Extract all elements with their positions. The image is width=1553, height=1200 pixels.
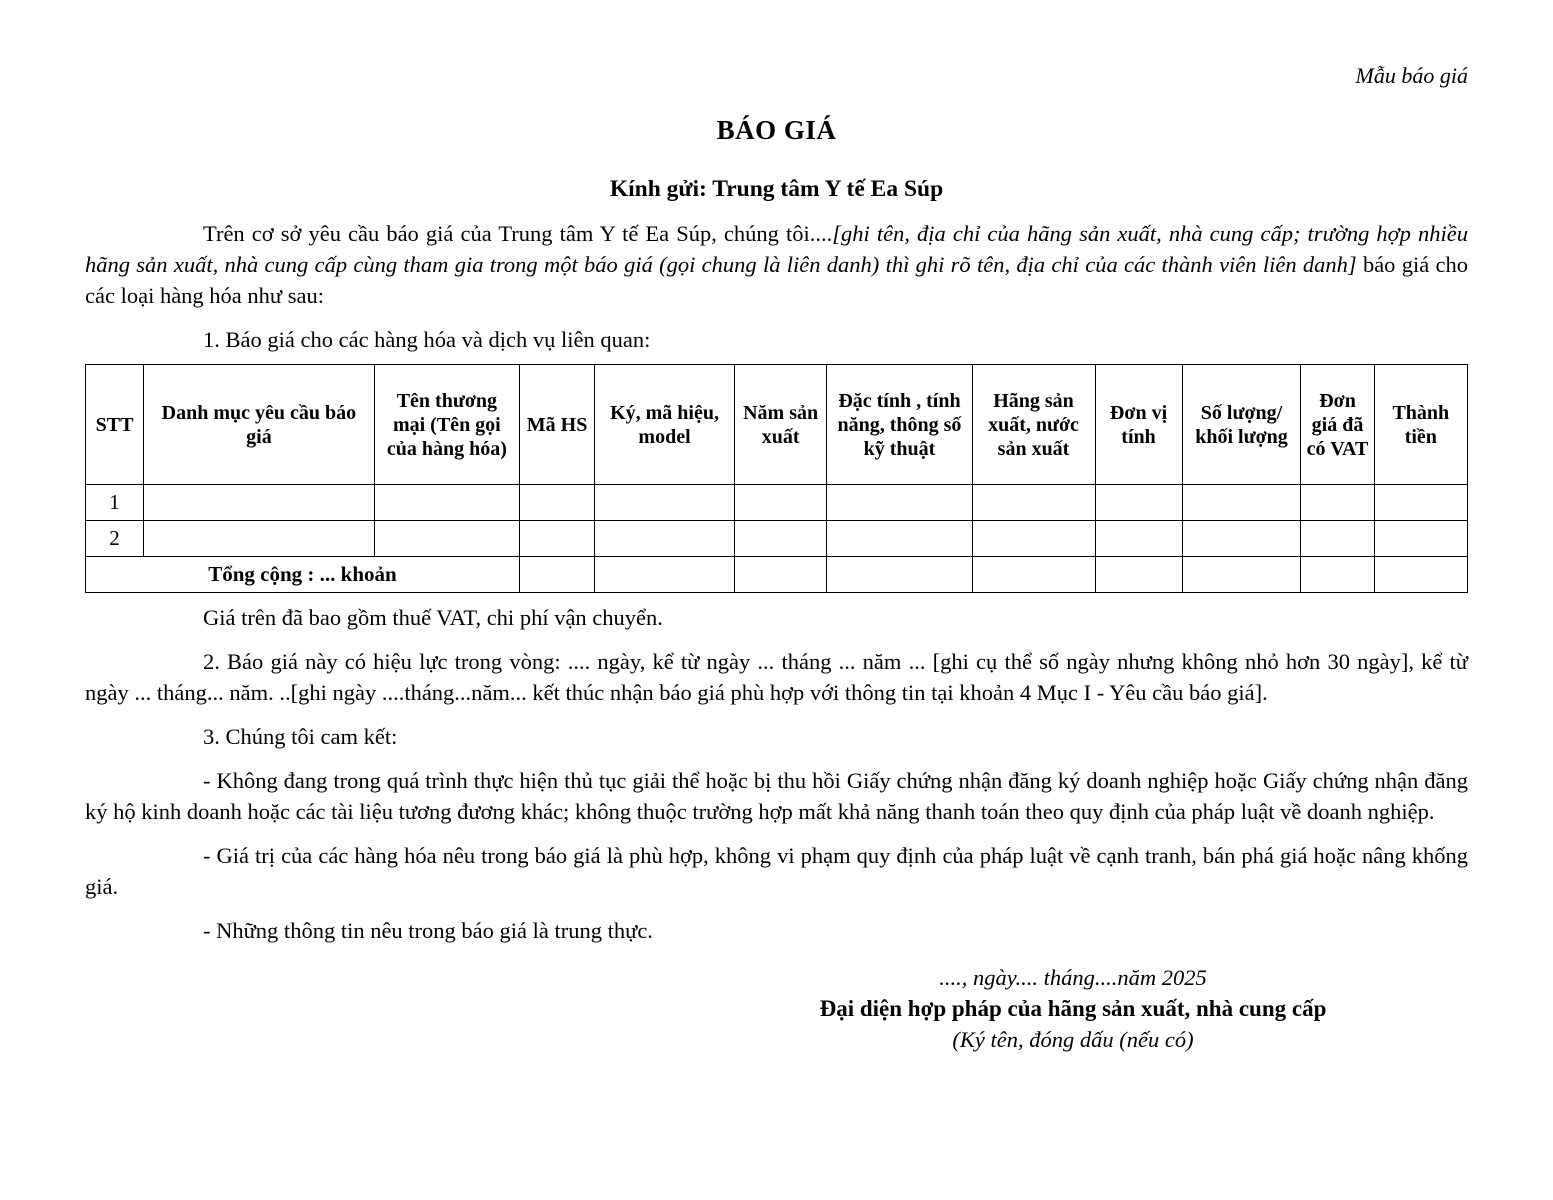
table-cell-empty	[972, 521, 1095, 557]
row-index-cell: 1	[86, 485, 144, 521]
row-index-cell: 2	[86, 521, 144, 557]
table-cell-empty	[144, 485, 375, 521]
table-cell-empty	[972, 557, 1095, 593]
table-cell-empty	[1095, 521, 1182, 557]
signature-date-line: ...., ngày.... tháng....năm 2025	[939, 965, 1207, 990]
table-row	[86, 521, 1468, 557]
table-cell-empty	[519, 485, 594, 521]
table-cell-empty	[1301, 557, 1374, 593]
table-cell-empty	[519, 521, 594, 557]
table-cell-empty	[595, 485, 735, 521]
form-type-label: Mẫu báo giá	[1355, 63, 1468, 88]
col-header-ten-thuong-mai: Tên thương mại (Tên gọi của hàng hóa)	[374, 365, 519, 485]
col-header-ky-ma-hieu: Ký, mã hiệu, model	[595, 365, 735, 485]
table-cell-empty	[827, 557, 972, 593]
table-cell-empty	[734, 521, 827, 557]
table-total-row	[86, 557, 1468, 593]
table-cell-empty	[1182, 485, 1301, 521]
table-cell-empty	[734, 557, 827, 593]
intro-paragraph	[85, 218, 1468, 311]
total-label-cell: Tổng cộng : ... khoản	[86, 557, 520, 593]
col-header-thanh-tien: Thành tiền	[1374, 365, 1467, 485]
signature-signer-title: Đại diện hợp pháp của hãng sản xuất, nhà cung cấp	[819, 996, 1327, 1021]
col-header-stt: STT	[86, 365, 144, 485]
col-header-nam-san-xuat: Năm sản xuất	[734, 365, 827, 485]
col-header-so-luong: Số lượng/ khối lượng	[1182, 365, 1301, 485]
col-header-don-gia-vat: Đơn giá đã có VAT	[1301, 365, 1374, 485]
signature-block	[678, 962, 1468, 1055]
section2-paragraph: 2. Báo giá này có hiệu lực trong vòng: .... ngày, kể từ ngày ... tháng ... năm ... [ghi cụ thể số ngày nhưng không nhỏ hơn 30 ngày], kể từ ngày ... tháng... năm. ..[ghi ngày ....tháng...năm... kết thúc nhận báo giá phù hợp với thông tin tại khoản 4 Mục I - Yêu cầu báo giá].	[85, 649, 1468, 705]
intro-bracket-guidance: [ghi tên, địa chỉ của hãng sản xuất, nhà cung cấp; trường hợp nhiều hãng sản xuất, nhà cung cấp cùng tham gia trong một báo giá (gọi chung là liên danh) thì ghi rõ tên, địa chỉ của các thành viên liên danh]	[85, 221, 1468, 277]
quotation-table	[85, 364, 1468, 593]
table-cell-empty	[1095, 557, 1182, 593]
table-cell-empty	[595, 521, 735, 557]
section1-heading: 1. Báo giá cho các hàng hóa và dịch vụ liên quan:	[203, 327, 651, 352]
section3-heading: 3. Chúng tôi cam kết:	[203, 724, 398, 749]
table-cell-empty	[827, 521, 972, 557]
table-cell-empty	[519, 557, 594, 593]
table-cell-empty	[1182, 521, 1301, 557]
col-header-dac-tinh: Đặc tính , tính năng, thông số kỹ thuật	[827, 365, 972, 485]
table-header-row	[86, 365, 1468, 485]
salutation-line: Kính gửi: Trung tâm Y tế Ea Súp	[609, 176, 944, 202]
table-cell-empty	[374, 521, 519, 557]
table-cell-empty	[827, 485, 972, 521]
table-cell-empty	[1182, 557, 1301, 593]
col-header-don-vi-tinh: Đơn vị tính	[1095, 365, 1182, 485]
table-cell-empty	[1374, 557, 1467, 593]
document-title: BÁO GIÁ	[716, 115, 837, 145]
table-cell-empty	[1095, 485, 1182, 521]
col-header-hang-san-xuat: Hãng sản xuất, nước sản xuất	[972, 365, 1095, 485]
vat-note: Giá trên đã bao gồm thuế VAT, chi phí vận chuyển.	[203, 605, 663, 630]
table-cell-empty	[1301, 485, 1374, 521]
table-cell-empty	[734, 485, 827, 521]
commitment-paragraph-2: - Giá trị của các hàng hóa nêu trong báo giá là phù hợp, không vi phạm quy định của pháp luật về cạnh tranh, bán phá giá hoặc nâng khống giá.	[85, 843, 1468, 899]
commitment-paragraph-3: - Những thông tin nêu trong báo giá là trung thực.	[203, 918, 653, 943]
col-header-danh-muc: Danh mục yêu cầu báo giá	[144, 365, 375, 485]
col-header-ma-hs: Mã HS	[519, 365, 594, 485]
intro-lead-text: Trên cơ sở yêu cầu báo giá của Trung tâm Y tế Ea Súp, chúng tôi....	[203, 221, 833, 246]
table-cell-empty	[1374, 521, 1467, 557]
table-cell-empty	[1374, 485, 1467, 521]
commitment-paragraph-1: - Không đang trong quá trình thực hiện thủ tục giải thể hoặc bị thu hồi Giấy chứng nhận đăng ký doanh nghiệp hoặc Giấy chứng nhận đăng ký hộ kinh doanh hoặc các tài liệu tương đương khác; không thuộc trường hợp mất khả năng thanh toán theo quy định của pháp luật về doanh nghiệp.	[85, 768, 1468, 824]
table-cell-empty	[144, 521, 375, 557]
table-row	[86, 485, 1468, 521]
table-cell-empty	[595, 557, 735, 593]
table-cell-empty	[1301, 521, 1374, 557]
table-cell-empty	[374, 485, 519, 521]
table-cell-empty	[972, 485, 1095, 521]
intro-tail-text: báo giá cho các loại hàng hóa như sau:	[85, 252, 1468, 308]
signature-sign-note: (Ký tên, đóng dấu (nếu có)	[952, 1027, 1194, 1052]
